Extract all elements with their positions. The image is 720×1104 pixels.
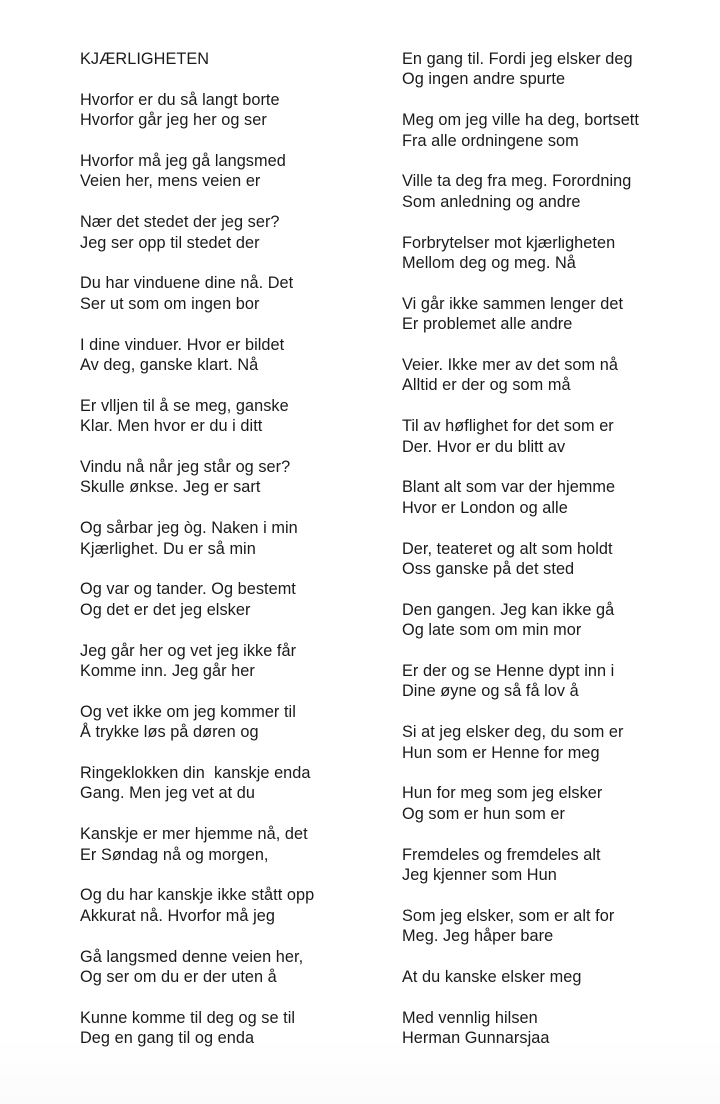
poem-line: Deg en gang til og enda [80, 1029, 255, 1048]
stanza [402, 355, 702, 396]
stanza [402, 416, 702, 457]
stanza [402, 233, 702, 274]
poem-line: Fremdeles og fremdeles alt [402, 845, 601, 864]
stanza [402, 171, 702, 212]
poem-line: Er problemet alle andre [402, 315, 573, 334]
poem-line: Mellom deg og meg. Nå [402, 254, 576, 273]
poem-line: Jeg kjenner som Hun [402, 866, 557, 885]
stanza [80, 824, 380, 865]
stanza [80, 579, 380, 620]
poem-line: Hun som er Henne for meg [402, 743, 600, 762]
poem-line: Meg om jeg ville ha deg, bortsett [402, 111, 639, 130]
stanza [80, 212, 380, 253]
poem-line: Hvor er London og alle [402, 498, 568, 517]
poem-line: Du har vinduene dine nå. Det [80, 274, 294, 293]
poem-line: Av deg, ganske klart. Nå [80, 356, 259, 375]
poem-line: Kanskje er mer hjemme nå, det [80, 825, 308, 844]
poem-line: Som anledning og andre [402, 192, 581, 211]
stanza [80, 641, 380, 682]
poem-line: Skulle ønkse. Jeg er sart [80, 478, 261, 497]
poem-line: Og ingen andre spurte [402, 70, 566, 89]
stanza [402, 110, 702, 151]
stanza [80, 518, 380, 559]
poem-line: Komme inn. Jeg går her [80, 662, 255, 681]
poem-line: Si at jeg elsker deg, du som er [402, 723, 624, 742]
poem-line: Jeg ser opp til stedet der [80, 233, 260, 252]
stanza [80, 885, 380, 926]
poem-line: At du kanske elsker meg [402, 968, 582, 987]
poem-line: Ser ut som om ingen bor [80, 294, 260, 313]
stanza [402, 49, 702, 90]
poem-line: Veier. Ikke mer av det som nå [402, 356, 618, 375]
stanza [80, 763, 380, 804]
poem-line: Dine øyne og så få lov å [402, 682, 579, 701]
poem-line: Og ser om du er der uten å [80, 968, 277, 987]
poem-line: Den gangen. Jeg kan ikke gå [402, 600, 615, 619]
poem-line: Meg. Jeg håper bare [402, 927, 554, 946]
poem-line: Kjærlighet. Du er så min [80, 539, 256, 558]
stanza [402, 600, 702, 641]
poem-line: Herman Gunnarsjaa [402, 1029, 550, 1048]
stanza [402, 539, 702, 580]
stanza [80, 457, 380, 498]
poem-line: Der. Hvor er du blitt av [402, 437, 566, 456]
stanza [80, 396, 380, 437]
poem-line: Og vet ikke om jeg kommer til [80, 702, 296, 721]
stanza [80, 273, 380, 314]
stanza [80, 1008, 380, 1049]
poem-line: Nær det stedet der jeg ser? [80, 213, 280, 232]
poem-line: Hvorfor må jeg gå langsmed [80, 152, 286, 170]
poem-line: Og sårbar jeg òg. Naken i min [80, 519, 298, 538]
stanza [402, 906, 702, 947]
stanza [402, 967, 702, 987]
poem-line: Veien her, mens veien er [80, 172, 261, 191]
stanza [80, 335, 380, 376]
poem-line: Alltid er der og som må [402, 376, 571, 395]
stanza [402, 783, 702, 824]
poem-line: Og som er hun som er [402, 804, 565, 823]
poem-line: Vi går ikke sammen lenger det [402, 294, 624, 313]
poem-line: Jeg går her og vet jeg ikke får [80, 641, 297, 660]
stanza [402, 661, 702, 702]
stanza [402, 294, 702, 335]
poem-line: Å trykke løs på døren og [80, 723, 259, 742]
poem-line: En gang til. Fordi jeg elsker deg [402, 50, 633, 68]
stanza [80, 90, 380, 131]
poem-line: Hvorfor går jeg her og ser [80, 111, 267, 130]
poem-line: Klar. Men hvor er du i ditt [80, 417, 263, 436]
poem-line: Gå langsmed denne veien her, [80, 947, 304, 966]
stanza [402, 845, 702, 886]
stanza [402, 477, 702, 518]
poem-line: Og du har kanskje ikke stått opp [80, 886, 315, 905]
poem-line: Hun for meg som jeg elsker [402, 784, 603, 803]
poem-line: Gang. Men jeg vet at du [80, 784, 255, 803]
right-stanzas [402, 49, 702, 1049]
poem-line: Forbrytelser mot kjærligheten [402, 233, 616, 252]
poem-line: Med vennlig hilsen [402, 1008, 538, 1027]
poem-line: Er Søndag nå og morgen, [80, 845, 269, 864]
poem-line: Oss ganske på det sted [402, 560, 575, 579]
poem-line: Ville ta deg fra meg. Forordning [402, 172, 632, 191]
stanza [402, 1008, 702, 1049]
poem-line: Akkurat nå. Hvorfor må jeg [80, 906, 275, 925]
poem-line: Og det er det jeg elsker [80, 600, 251, 619]
poem-line: Kunne komme til deg og se til [80, 1008, 296, 1027]
poem-line: Vindu nå når jeg står og ser? [80, 458, 291, 477]
poem-line: Som jeg elsker, som er alt for [402, 906, 615, 925]
poem-line: Fra alle ordningene som [402, 131, 579, 150]
poem-line: Til av høflighet for det som er [402, 417, 614, 436]
poem-line: Er vlljen til å se meg, ganske [80, 396, 289, 415]
stanza [80, 702, 380, 743]
poem-line: Og var og tander. Og bestemt [80, 580, 296, 599]
poem-title: KJÆRLIGHETEN [80, 50, 210, 68]
poem-line: Er der og se Henne dypt inn i [402, 662, 615, 681]
right-column [402, 49, 702, 1069]
poem-line: Og late som om min mor [402, 621, 582, 640]
stanza [402, 722, 702, 763]
poem-line: Hvorfor er du så langt borte [80, 90, 280, 109]
poem-line: I dine vinduer. Hvor er bildet [80, 335, 285, 354]
left-stanzas [80, 90, 380, 1049]
poem-line: Der, teateret og alt som holdt [402, 539, 613, 558]
left-column [80, 49, 380, 1069]
stanza [80, 947, 380, 988]
poem-line: Ringeklokken din kanskje enda [80, 764, 311, 783]
poem-line: Blant alt som var der hjemme [402, 478, 616, 497]
stanza [80, 151, 380, 192]
